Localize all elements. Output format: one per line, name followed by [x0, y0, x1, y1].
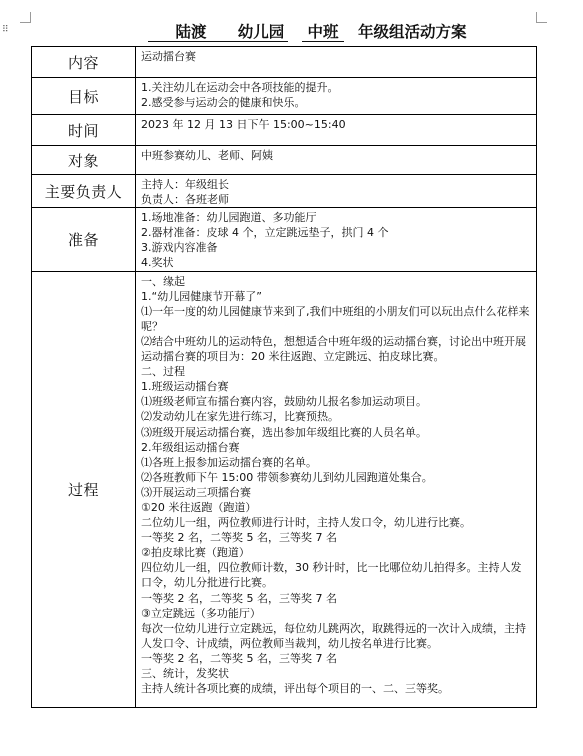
- content-line: 2.年级组运动擂台赛: [141, 440, 240, 454]
- content-line: 运动擂台赛: [141, 50, 196, 63]
- content-line: 二位幼儿一组，两位教师进行计时，主持人发口令，幼儿进行比赛。: [141, 516, 471, 530]
- table-row-time: [32, 115, 537, 146]
- content-line: 一等奖 2 名，二等奖 5 名，三等奖 7 名: [141, 651, 337, 665]
- row-label-content: 内容: [32, 47, 136, 78]
- document-title: [148, 20, 467, 42]
- margin-corner-mark: [20, 12, 31, 23]
- row-label-goals: 目标: [32, 78, 136, 115]
- table-row-audience: [32, 146, 537, 175]
- content-line: 1.关注幼儿在运动会中各项技能的提升。: [141, 81, 339, 94]
- content-line: ⑵各班教师下午 15:00 带领参赛幼儿到幼儿园跑道处集合。: [141, 470, 433, 484]
- content-line: 1.“幼儿园健康节开幕了”: [141, 289, 262, 303]
- row-label-leads: 主要负责人: [32, 175, 136, 208]
- table-row-leads: [32, 175, 537, 208]
- row-label-preparation: 准备: [32, 208, 136, 271]
- content-line: 一、缘起: [141, 274, 185, 288]
- table-move-handle-icon[interactable]: ⠿: [2, 25, 9, 35]
- content-line: ⑵发动幼儿在家先进行练习，比赛预热。: [141, 410, 339, 424]
- content-line: 负责人：各班老师: [141, 193, 229, 207]
- content-line: 四位幼儿一组，四位教师计数，30 秒计时，比一比哪位幼儿拍得多。主持人发口令，幼儿分批进行比赛。: [141, 561, 522, 590]
- margin-corner-mark: [536, 12, 547, 23]
- title-suffix: 年级组活动方案: [358, 23, 467, 41]
- content-line: ⑵结合中班幼儿的运动特色，想想适合中班年级的运动擂台赛，讨论出中班开展运动擂台赛的项目为：20 米往返跑、立定跳远、拍皮球比赛。: [141, 334, 526, 364]
- title-blank-grade: 中班: [302, 24, 344, 42]
- title-blank-school: 幼儿园: [234, 24, 288, 42]
- table-row-goals: [32, 78, 537, 115]
- row-content-content[interactable]: [136, 47, 537, 78]
- content-line: 1.班级运动擂台赛: [141, 380, 229, 394]
- content-line: 主持人：年级组长: [141, 178, 229, 191]
- content-line: 一等奖 2 名，二等奖 5 名，三等奖 7 名: [141, 531, 337, 545]
- row-content-audience[interactable]: [136, 146, 537, 175]
- content-line: ⑴各班上报参加运动擂台赛的名单。: [141, 455, 317, 469]
- row-label-time: 时间: [32, 115, 136, 146]
- content-line: 2023 年 12 月 13 日下午 15:00~15:40: [141, 118, 346, 131]
- row-content-time[interactable]: [136, 115, 537, 146]
- row-content-goals[interactable]: [136, 78, 537, 115]
- row-label-process: 过程: [32, 271, 136, 707]
- content-line: 1.场地准备：幼儿园跑道、多功能厅: [141, 211, 317, 225]
- table-row-preparation: [32, 208, 537, 271]
- content-line: ③立定跳远（多功能厅）: [141, 606, 261, 620]
- row-label-audience: 对象: [32, 146, 136, 175]
- content-line: 二、过程: [141, 365, 185, 379]
- row-content-process[interactable]: [136, 271, 537, 707]
- row-content-preparation[interactable]: [136, 208, 537, 271]
- content-line: 中班参赛幼儿、老师、阿姨: [141, 149, 273, 162]
- row-content-leads[interactable]: [136, 175, 537, 208]
- content-line: 2.器材准备：皮球 4 个，立定跳远垫子，拱门 4 个: [141, 226, 389, 240]
- activity-plan-table: [31, 46, 537, 708]
- content-line: 2.感受参与运动会的健康和快乐。: [141, 96, 306, 110]
- content-line: ⑴一年一度的幼儿园健康节来到了,我们中班组的小朋友们可以玩出点什么花样来呢？: [141, 304, 530, 333]
- table-row-process: [32, 271, 537, 707]
- content-line: ⑶班级开展运动擂台赛，选出参加年级组比赛的人员名单。: [141, 425, 427, 439]
- title-blank-town: 陆渡: [148, 24, 234, 42]
- content-line: 3.游戏内容准备: [141, 241, 218, 255]
- content-line: 4.奖状: [141, 256, 174, 270]
- content-line: ①20 米往返跑（跑道）: [141, 500, 257, 514]
- content-line: 每次一位幼儿进行立定跳远，每位幼儿跳两次，取跳得远的一次计入成绩，主持人发口令、计成绩，两位教师当裁判，幼儿按名单进行比赛。: [141, 621, 526, 650]
- table-row-content: [32, 47, 537, 78]
- content-line: 主持人统计各项比赛的成绩，评出每个项目的一、二、三等奖。: [141, 682, 449, 696]
- content-line: ②拍皮球比赛（跑道）: [141, 546, 250, 560]
- content-line: 一等奖 2 名，二等奖 5 名，三等奖 7 名: [141, 591, 337, 605]
- content-line: ⑶开展运动三项擂台赛: [141, 485, 251, 499]
- content-line: 三、统计，发奖状: [141, 667, 229, 680]
- content-line: ⑴班级老师宣布擂台赛内容，鼓励幼儿报名参加运动项目。: [141, 395, 427, 409]
